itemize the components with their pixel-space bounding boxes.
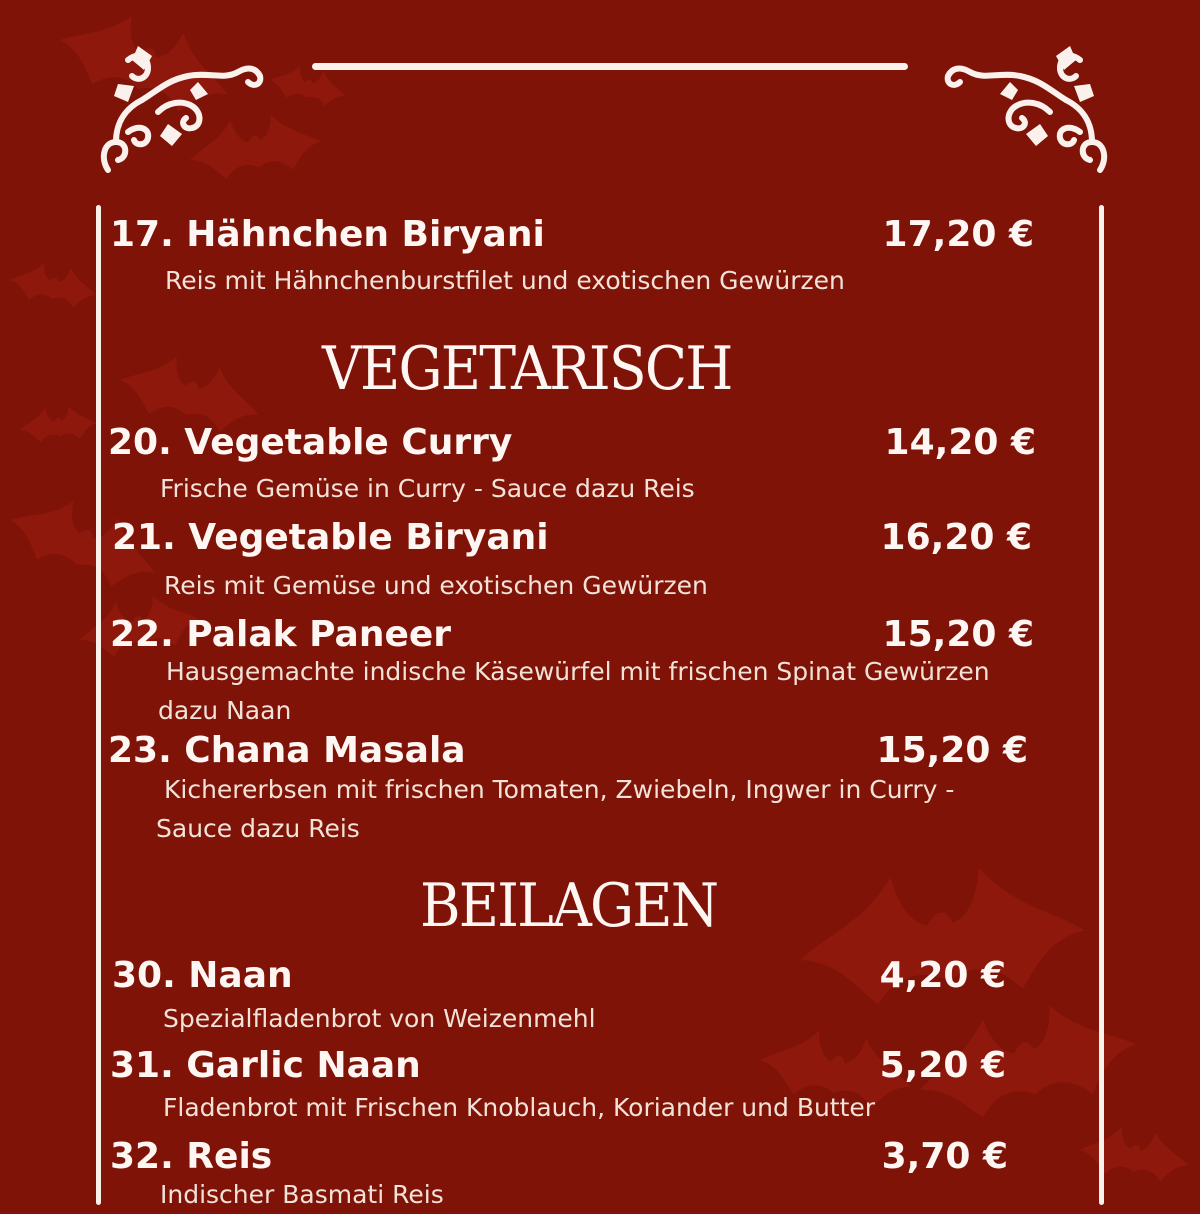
menu-item-description: Sauce dazu Reis (156, 814, 360, 843)
menu-item-description: Frische Gemüse in Curry - Sauce dazu Reis (160, 474, 695, 503)
menu-item-price: 4,20 € (879, 955, 1006, 996)
menu-item-description: Hausgemachte indische Käsewürfel mit frischen Spinat Gewürzen (166, 657, 990, 686)
menu-item-description: Fladenbrot mit Frischen Knoblauch, Koriander und Butter (163, 1093, 876, 1122)
menu-item-description: dazu Naan (158, 696, 292, 725)
menu-item-name: 32. Reis (110, 1136, 273, 1177)
ornamental-flourish-icon (938, 42, 1110, 180)
menu-item-name: 21. Vegetable Biryani (112, 517, 549, 558)
menu-item-price: 5,20 € (879, 1045, 1006, 1086)
menu-item-price: 15,20 € (882, 614, 1034, 655)
section-title-sides: BEILAGEN (420, 871, 718, 941)
menu-item-name: 31. Garlic Naan (110, 1045, 421, 1086)
menu-item-price: 15,20 € (876, 730, 1028, 771)
menu-item-name: 20. Vegetable Curry (108, 422, 513, 463)
menu-item-description: Indischer Basmati Reis (160, 1180, 444, 1209)
menu-item-name: 23. Chana Masala (108, 730, 466, 771)
section-title-vegetarian: VEGETARISCH (322, 334, 732, 404)
menu-item-price: 14,20 € (884, 422, 1036, 463)
menu-item-description: Reis mit Gemüse und exotischen Gewürzen (164, 571, 708, 600)
menu-item-price: 17,20 € (882, 214, 1034, 255)
menu-item-name: 22. Palak Paneer (110, 614, 452, 655)
menu-item-description: Reis mit Hähnchenburstfilet und exotischen Gewürzen (165, 266, 845, 295)
menu-item-description: Spezialfladenbrot von Weizenmehl (163, 1004, 596, 1033)
menu-item-price: 3,70 € (881, 1136, 1008, 1177)
ornamental-flourish-icon (98, 42, 270, 180)
menu-item-name: 17. Hähnchen Biryani (110, 214, 545, 255)
menu-item-description: Kichererbsen mit frischen Tomaten, Zwiebeln, Ingwer in Curry - (164, 775, 955, 804)
left-border-line (96, 205, 101, 1205)
top-divider (312, 63, 908, 70)
right-border-line (1099, 205, 1104, 1205)
menu-item-price: 16,20 € (880, 517, 1032, 558)
menu-item-name: 30. Naan (112, 955, 293, 996)
